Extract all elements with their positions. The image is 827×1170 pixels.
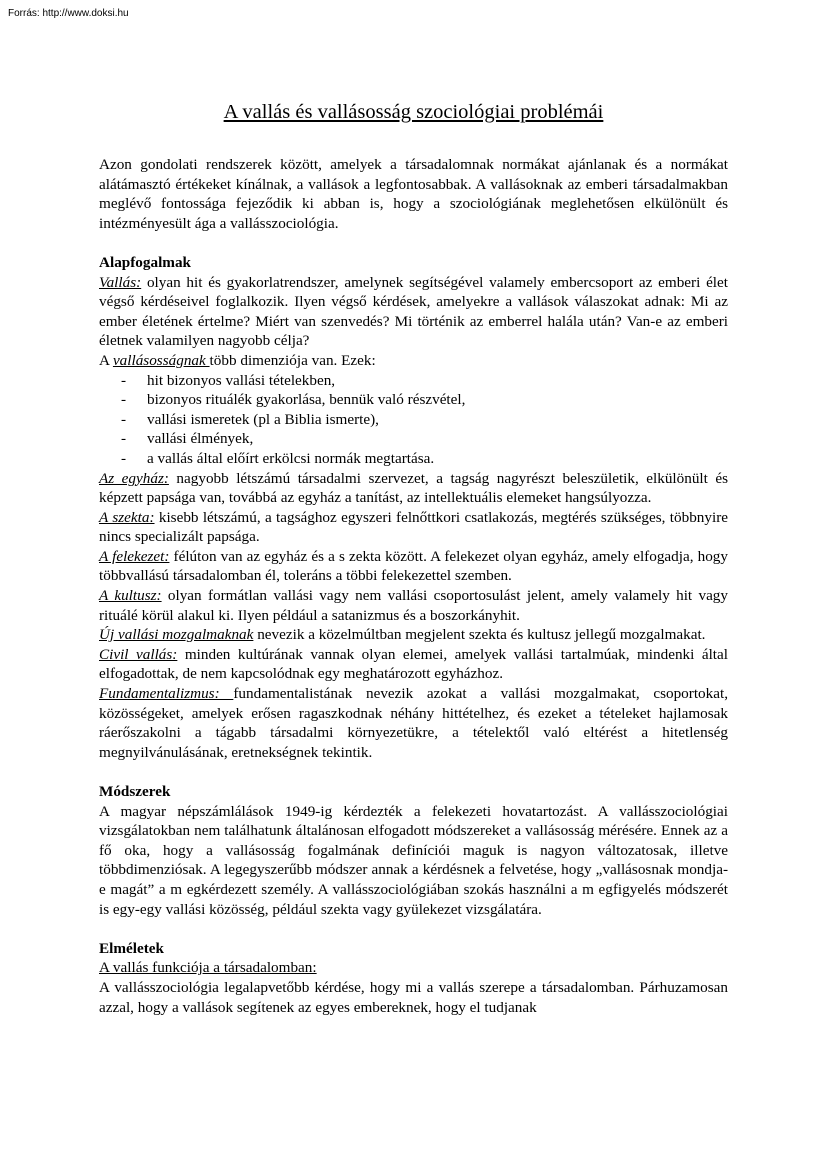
- definition-felekezet: [99, 547, 728, 586]
- list-item: [99, 429, 728, 449]
- dash-bullet: -: [121, 449, 127, 467]
- definition-vallas: [99, 273, 728, 351]
- dash-bullet: -: [121, 430, 127, 448]
- definition-text: olyan hit és gyakorlatrendszer, amelynek segítségével valamely embercsoport az emberi élet végső kérdéseivel foglalkozik. Ilyen végső kérdések, amelyekre a vallások válaszokat adnak: Mi az ember életének értelme? Miért van szenvedés? Mi történik az emberrel halála után? Van-e az emberi életnek valamilyen nagyobb célja?: [99, 273, 728, 350]
- definition-text: nagyobb létszámú társadalmi szervezet, a tagság nagyrészt beleszületik, elkülönült és képzett papsága van, továbbá az egyház a tanítást, az intellektuális elemeket hangsúlyozza.: [99, 469, 729, 507]
- subheading-vallas-funkcioja: A vallás funkciója a társadalomban:: [99, 959, 317, 977]
- definition-fundamentalizmus: [99, 684, 728, 762]
- dimensions-suffix: több dimenziója van. Ezek:: [209, 351, 376, 369]
- definition-uj-vallasi-mozgalmak: [99, 625, 728, 645]
- intro-paragraph: Azon gondolati rendszerek között, amelyek a társadalomnak normákat ajánlanak és a normákat alátámasztó értékeket kínálnak, a vallások a legfontosabbak. A vallásoknak az emberi társadalmakban meglévő fontossága fejeződik ki abban is, hogy a szociológiának meglehetősen elkülönült és intézményesült ága a vallásszociológia.: [99, 156, 728, 232]
- document-page: [99, 100, 728, 1017]
- term: Új vallási mozgalmaknak: [99, 626, 254, 644]
- list-item-text: hit bizonyos vallási tételekben,: [147, 371, 336, 389]
- modszerek-paragraph: A magyar népszámlálások 1949-ig kérdezték a felekezeti hovatartozást. A vallásszociológiai vizsgálatokban nem találhatunk általánosan elfogadott módszereket a vallásosság mérésére. Ennek az a fő oka, hogy a vallásosság fogalmának definíciói maguk is nagyon változatosak, illetve többdimenziósak. A legegyszerűbb módszer annak a kérdésnek a felvetése, hogy „vallásosnak mondja-e magát” a m egkérdezett személy. A vallásszociológiában szokás használni a m egfigyelés módszerét is egy-egy vallási közösség, például szekta vagy gyülekezet vizsgálatára.: [99, 802, 728, 918]
- list-item-text: bizonyos rituálék gyakorlása, bennük való részvétel,: [147, 391, 466, 409]
- definition-text: félúton van az egyház és a s zekta között. A felekezet olyan egyház, amely elfogadja, hogy többvallású társadalomban él, toleráns a többi felekezettel szemben.: [99, 547, 728, 585]
- definition-text: minden kultúrának vannak olyan elemei, amelyek vallási tartalmúak, mindenki által elfogadottak, de nem kapcsolódnak egy meghatározott egyházhoz.: [99, 645, 728, 683]
- term: Civil vallás:: [99, 645, 178, 663]
- dash-bullet: -: [121, 410, 127, 428]
- definition-text: nevezik a közelmúltban megjelent szekta és kultusz jellegű mozgalmakat.: [253, 626, 706, 644]
- list-item: [99, 371, 728, 391]
- section-heading-elmeletek: Elméletek: [99, 939, 164, 957]
- section-heading-modszerek: Módszerek: [99, 783, 171, 800]
- term-vallas: Vallás:: [99, 273, 142, 291]
- definition-text: olyan formátlan vallási vagy nem vallási csoportosulást jelent, amely valamely hit vagy rituálé körül alakul ki. Ilyen például a satanizmus és a boszorkányhit.: [99, 587, 728, 624]
- dash-bullet: -: [121, 371, 127, 389]
- section-heading-alapfogalmak: Alapfogalmak: [99, 253, 191, 271]
- dimensions-prefix: A: [99, 351, 113, 369]
- definition-kultusz: [99, 586, 728, 625]
- definition-civil-vallas: [99, 645, 728, 684]
- definition-text: kisebb létszámú, a tagsághoz egyszeri felnőttkori csatlakozás, megtérés szükséges, többnyire nincs specializált papsága.: [99, 508, 728, 546]
- definition-text: fundamentalistának nevezik azokat a vallási mozgalmakat, csoportokat, közösségeket, amelyek erősen ragaszkodnak néhány hittételhez, és ezeket a tételeket hajlamosak ráerőszakolni a tágabb társadalmi környezetükre, a tételektől való eltérést a hitetlenség megnyilvánulásának, eretnekségnek tekintik.: [99, 685, 728, 761]
- term: A kultusz:: [99, 587, 162, 605]
- term: Az egyház:: [99, 469, 169, 487]
- elmeletek-paragraph: A vallásszociológia legalapvetőbb kérdése, hogy mi a vallás szerepe a társadalomban. Párhuzamosan azzal, hogy a vallások segítenek az egyes embereknek, hogy el tudjanak: [99, 978, 728, 1016]
- term: A felekezet:: [99, 547, 170, 565]
- list-item: [99, 390, 728, 410]
- definition-egyhaz: [99, 469, 728, 508]
- list-item-text: a vallás által előírt erkölcsi normák megtartása.: [147, 449, 435, 467]
- term: Fundamentalizmus:: [99, 685, 234, 703]
- list-item-text: vallási élmények,: [147, 430, 254, 448]
- definition-szekta: [99, 508, 728, 547]
- dash-bullet: -: [121, 391, 127, 409]
- list-item-text: vallási ismeretek (pl a Biblia ismerte),: [147, 410, 379, 428]
- list-item: [99, 449, 728, 469]
- document-title: A vallás és vallásosság szociológiai problémái: [223, 101, 604, 123]
- dimensions-list: [99, 371, 728, 469]
- dimensions-intro: [99, 351, 728, 371]
- list-item: [99, 410, 728, 430]
- term: A szekta:: [99, 508, 155, 526]
- source-url: Forrás: http://www.doksi.hu: [8, 8, 129, 19]
- term-vallasossag: vallásosságnak: [112, 351, 210, 369]
